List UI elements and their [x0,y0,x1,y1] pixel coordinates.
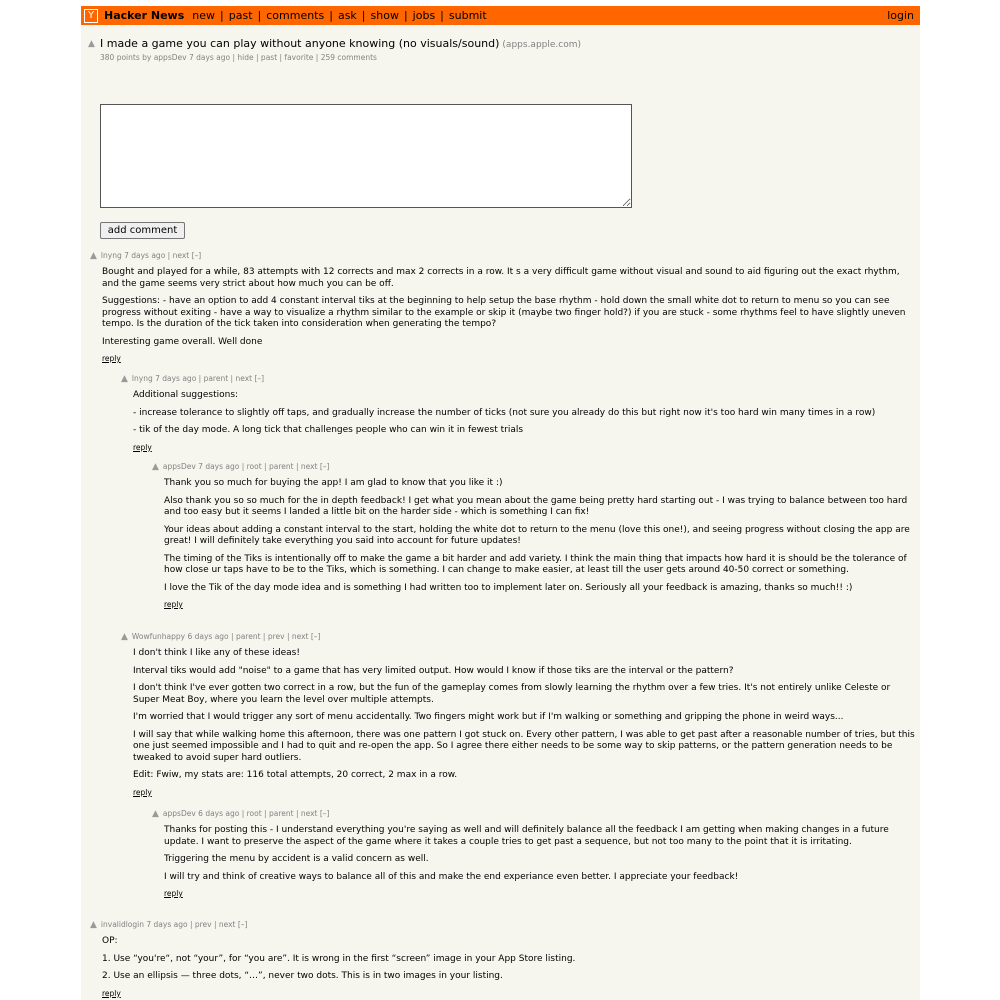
story-title-link[interactable]: I made a game you can play without anyone knowing (no visuals/sound) [100,37,500,50]
comment-header [152,809,918,820]
reply-link[interactable]: reply [133,787,152,797]
nav-separator: | [257,9,262,22]
comment-meta[interactable]: Wowfunhappy 6 days ago | parent | prev | next [–] [131,632,321,641]
upvote-arrow-icon[interactable]: ▲ [88,39,95,49]
comment-body [133,390,918,453]
reply-link[interactable]: reply [102,354,121,363]
comment-header [121,374,918,385]
comment-body [164,825,918,900]
story-subtext: 380 points by appsDev 7 days ago | hide | past | favorite | 259 comments [100,53,377,62]
comment-paragraph: I don't think I've ever gotten two correct in a row, but the fun of the gameplay comes from slowly learning the rhythm over a few tries. It's not entirely unlike Celeste or Super Meat Boy, where you learn the level over multiple attempts. [133,683,891,705]
comment-paragraph: Suggestions: - have an option to add 4 constant interval tiks at the beginning to help setup the base rhythm - hold down the small white dot to return to menu so you can see progress without exiting - have a way to visualize a rhythm similar to the example or skip it (maybe two finger hold?) if you are stuck - some rhythms feel to have slightly uneven tempo. Is the duration of the tick taken into consideration when generating the tempo? [102,296,906,329]
comment-header [90,251,918,262]
comment-paragraph: 1. Use “you're“, not “your”, for “you are”. It is wrong in the first “screen” image in your App Store listing. [102,953,576,964]
comment-paragraph: - increase tolerance to slightly off taps, and gradually increase the number of ticks (not sure you already do this but right now it's too hard win many times in a row) [133,407,876,418]
reply-link[interactable]: reply [133,442,152,452]
comment [152,809,918,900]
comment-paragraph: 2. Use an ellipsis — three dots, “…”, never two dots. This is in two images in your listing. [102,971,503,981]
comment-body [102,267,918,365]
comment-paragraph: Thanks for posting this - I understand everything you're saying as well and will definitely balance all the feedback I am getting when making changes in a future update. I want to preserve the aspect of the game where it takes a couple tries to get past a sequence, but not too many to the point that it is irritating. [164,825,889,847]
upvote-arrow-icon[interactable]: ▲ [90,251,97,261]
story-domain[interactable]: (apps.apple.com) [502,40,581,50]
page-container [81,6,920,1000]
comment-body [133,648,918,798]
nav-separator: | [403,9,408,22]
comment-paragraph: Also thank you so so much for the in depth feedback! I get what you mean about the game being pretty hard starting out - I was trying to balance between too hard and too easy but it seems I landed a little bit on the harder side - which is something I can fix! [164,495,908,517]
nav-comments[interactable]: comments [266,9,325,22]
site-name-link[interactable]: Hacker News [104,9,185,22]
comment-paragraph: I will try and think of creative ways to balance all of this and make the end experiance even better. I appreciate your feedback! [164,871,739,882]
add-comment-button[interactable]: add comment [100,222,185,239]
comment [121,632,918,798]
comment-textarea[interactable] [100,104,632,208]
nav-separator: | [220,9,224,22]
story-title-row [100,37,581,50]
nav-ask[interactable]: ask [337,9,357,22]
login-link[interactable]: login [887,9,914,22]
comment-paragraph: Your ideas about adding a constant interval to the start, holding the white dot to return to the menu (love this one!), and seeing progress without closing the app are great! I will definitely take everything you said into account for future updates! [164,524,910,546]
reply-link[interactable]: reply [164,600,183,609]
comment [121,374,918,453]
comment-paragraph: Additional suggestions: [133,390,239,400]
nav-past[interactable]: past [228,9,253,22]
nav-separator: | [329,9,333,22]
upvote-arrow-icon[interactable]: ▲ [152,462,159,472]
comment-body [164,478,918,611]
comment-meta[interactable]: lnyng 7 days ago | parent | next [–] [131,374,265,383]
comment [90,251,918,365]
nav-jobs[interactable]: jobs [412,9,436,22]
comment-paragraph: OP: [102,936,118,946]
nav-submit[interactable]: submit [448,9,487,22]
comment-header [90,920,918,931]
comment-meta[interactable]: lnyng 7 days ago | next [–] [100,251,202,260]
comment-paragraph: Edit: Fwiw, my stats are: 116 total attempts, 20 correct, 2 max in a row. [133,770,458,780]
reply-link[interactable]: reply [102,988,121,998]
comment-meta[interactable]: invalidlogin 7 days ago | prev | next [–] [100,920,248,929]
comment-header [152,462,918,473]
upvote-arrow-icon[interactable]: ▲ [152,809,159,819]
comment-paragraph: I'm worried that I would trigger any sort of menu accidentally. Two fingers might work but if I'm walking or something and gripping the phone in weird ways... [133,712,844,722]
comment-meta[interactable]: appsDev 6 days ago | root | parent | next [–] [162,809,330,818]
comment-paragraph: Triggering the menu by accident is a valid concern as well. [164,854,429,864]
nav-separator: | [440,9,444,22]
comment-header [121,632,918,643]
comment-paragraph: - tik of the day mode. A long tick that challenges people who can win it in fewest trials [133,425,524,435]
comment-meta[interactable]: appsDev 7 days ago | root | parent | next [–] [162,462,330,471]
nav-show[interactable]: show [370,9,399,22]
comment-body [102,936,918,999]
comment-paragraph: I will say that while walking home this afternoon, there was one pattern I got stuck on. Every other pattern, I was able to get past after a reasonable number of tries, but this one just seemed impossible and I had to quit and re-open the app. So I agree there either needs to be some way to skip patterns, or the pattern generation needs to be tweaked to avoid super hard outliers. [133,729,915,763]
upvote-arrow-icon[interactable]: ▲ [121,374,128,384]
nav-new[interactable]: new [192,9,216,22]
comment-paragraph: The timing of the Tiks is intentionally off to make the game a bit harder and add variety. I think the main thing that impacts how hard it is should be the tolerance of how close ur taps have to be to the Tiks, which is something. I can change to make easier, at least till the user gets around 40-50 correct or something. [164,553,907,575]
comment [90,920,918,999]
y-logo-icon[interactable]: Y [84,9,98,23]
comment-paragraph: Bought and played for a while, 83 attempts with 12 corrects and max 2 corrects in a row. It s a very difficult game without visual and sound to aid figuring out the exact rhythm, and the game seems very strict about how much you can be off. [102,267,900,289]
reply-link[interactable]: reply [164,889,183,898]
comment-paragraph: I don't think I like any of these ideas! [133,648,300,658]
comment-paragraph: I love the Tik of the day mode idea and is something I had written too to implement later on. Seriously all your feedback is amazing, thanks so much!! :) [164,582,853,593]
comment [152,462,918,611]
comment-paragraph: Interval tiks would add "noise" to a game that has very limited output. How would I know if those tiks are the interval or the pattern? [133,665,734,676]
upvote-arrow-icon[interactable]: ▲ [121,632,128,642]
comment-paragraph: Interesting game overall. Well done [102,336,263,347]
nav-separator: | [361,9,366,22]
top-bar [81,6,920,25]
comment-paragraph: Thank you so much for buying the app! I am glad to know that you like it :) [164,478,503,488]
upvote-arrow-icon[interactable]: ▲ [90,920,97,930]
